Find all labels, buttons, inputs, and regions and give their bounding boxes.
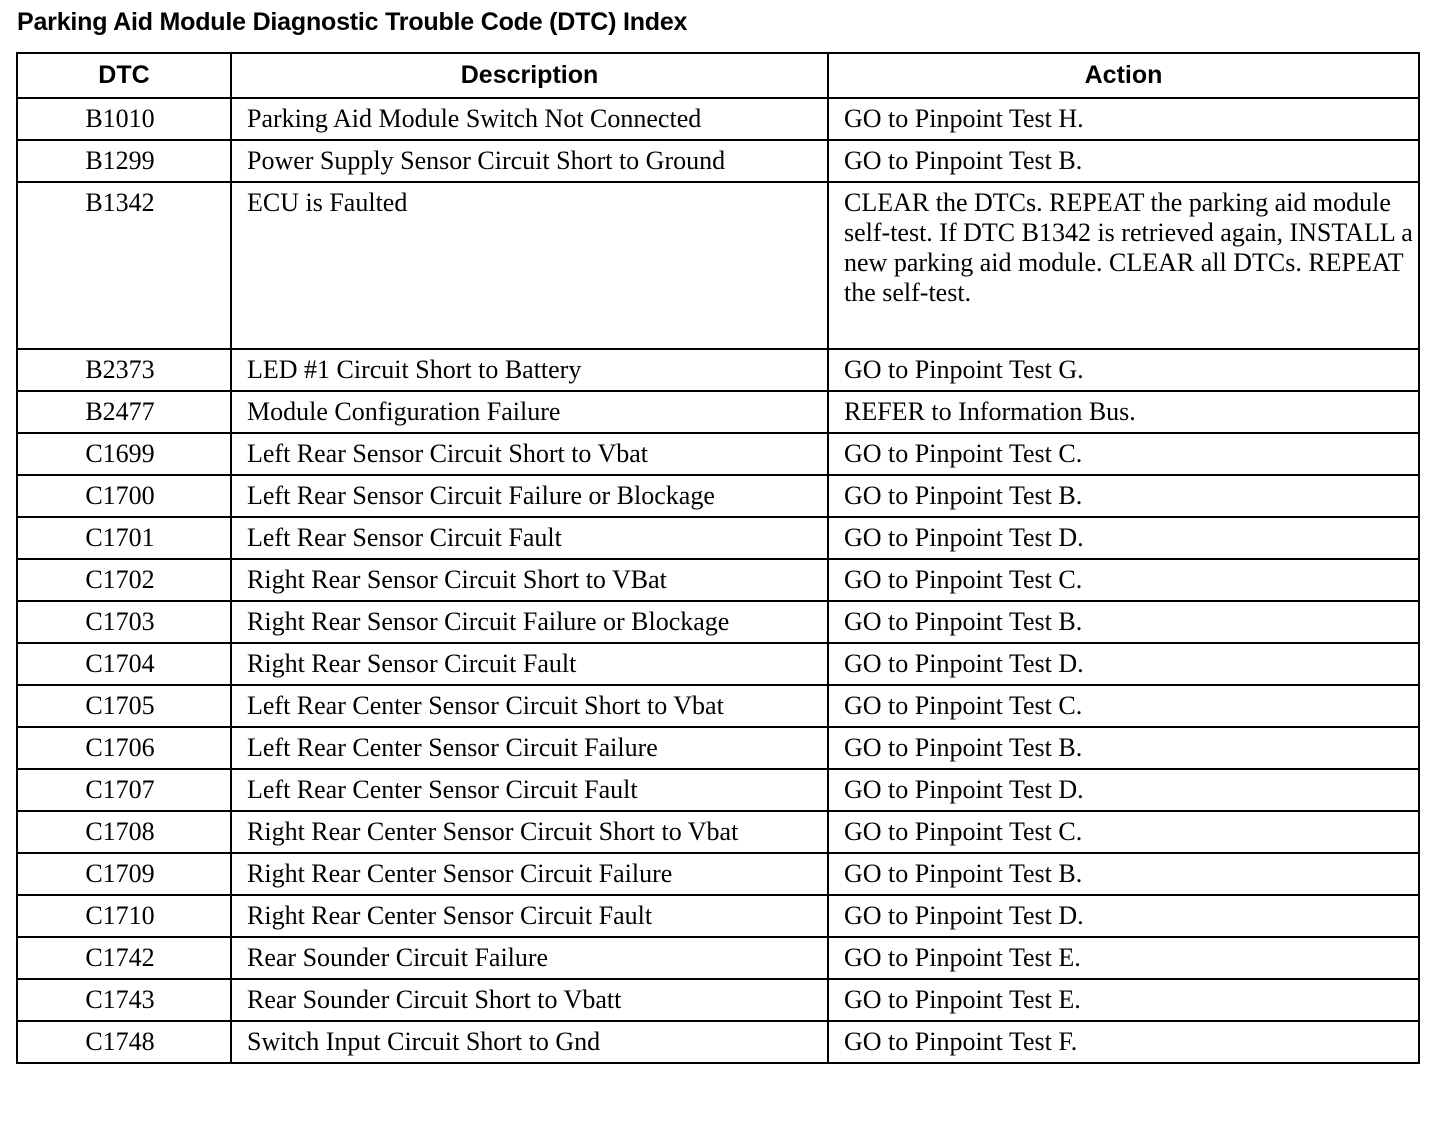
action-cell: GO to Pinpoint Test D.	[828, 517, 1419, 559]
table-row	[17, 559, 1419, 601]
table-row	[17, 895, 1419, 937]
description-cell: Left Rear Center Sensor Circuit Short to Vbat	[231, 685, 828, 727]
dtc-code-cell: B1342	[17, 182, 231, 349]
action-cell: CLEAR the DTCs. REPEAT the parking aid module self-test. If DTC B1342 is retrieved again, INSTALL a new parking aid module. CLEAR all DTCs. REPEAT the self-test.	[828, 182, 1419, 349]
action-cell: GO to Pinpoint Test F.	[828, 1021, 1419, 1063]
description-cell: Right Rear Sensor Circuit Fault	[231, 643, 828, 685]
action-cell: GO to Pinpoint Test B.	[828, 853, 1419, 895]
description-cell: Right Rear Sensor Circuit Failure or Blockage	[231, 601, 828, 643]
action-cell: GO to Pinpoint Test B.	[828, 475, 1419, 517]
dtc-index-table	[16, 52, 1420, 1064]
table-row	[17, 98, 1419, 140]
description-cell: Right Rear Center Sensor Circuit Failure	[231, 853, 828, 895]
column-header-action: Action	[828, 53, 1419, 98]
action-cell: GO to Pinpoint Test E.	[828, 937, 1419, 979]
description-cell: Rear Sounder Circuit Short to Vbatt	[231, 979, 828, 1021]
table-row	[17, 391, 1419, 433]
table-row	[17, 349, 1419, 391]
table-row	[17, 853, 1419, 895]
table-row	[17, 517, 1419, 559]
dtc-code-cell: C1700	[17, 475, 231, 517]
description-cell: ECU is Faulted	[231, 182, 828, 349]
description-cell: Switch Input Circuit Short to Gnd	[231, 1021, 828, 1063]
description-cell: Left Rear Sensor Circuit Fault	[231, 517, 828, 559]
table-row	[17, 601, 1419, 643]
dtc-code-cell: C1703	[17, 601, 231, 643]
description-cell: Module Configuration Failure	[231, 391, 828, 433]
description-cell: Right Rear Center Sensor Circuit Fault	[231, 895, 828, 937]
column-header-dtc: DTC	[17, 53, 231, 98]
table-row	[17, 433, 1419, 475]
dtc-code-cell: C1748	[17, 1021, 231, 1063]
table-row	[17, 979, 1419, 1021]
page-title: Parking Aid Module Diagnostic Trouble Code (DTC) Index	[17, 8, 688, 36]
action-cell: GO to Pinpoint Test G.	[828, 349, 1419, 391]
description-cell: Rear Sounder Circuit Failure	[231, 937, 828, 979]
table-row	[17, 140, 1419, 182]
table-row	[17, 475, 1419, 517]
dtc-code-cell: C1701	[17, 517, 231, 559]
table-row	[17, 685, 1419, 727]
description-cell: Left Rear Sensor Circuit Failure or Blockage	[231, 475, 828, 517]
table-row	[17, 182, 1419, 349]
action-cell: GO to Pinpoint Test C.	[828, 685, 1419, 727]
action-cell: GO to Pinpoint Test E.	[828, 979, 1419, 1021]
action-cell: GO to Pinpoint Test C.	[828, 559, 1419, 601]
dtc-code-cell: C1702	[17, 559, 231, 601]
column-header-description: Description	[231, 53, 828, 98]
dtc-code-cell: B2373	[17, 349, 231, 391]
table-header-row	[17, 53, 1419, 98]
description-cell: Power Supply Sensor Circuit Short to Ground	[231, 140, 828, 182]
description-cell: Left Rear Sensor Circuit Short to Vbat	[231, 433, 828, 475]
dtc-code-cell: C1708	[17, 811, 231, 853]
dtc-code-cell: B2477	[17, 391, 231, 433]
dtc-code-cell: C1709	[17, 853, 231, 895]
table-row	[17, 769, 1419, 811]
dtc-code-cell: C1706	[17, 727, 231, 769]
description-cell: Right Rear Sensor Circuit Short to VBat	[231, 559, 828, 601]
action-cell: GO to Pinpoint Test C.	[828, 811, 1419, 853]
action-cell: GO to Pinpoint Test B.	[828, 727, 1419, 769]
action-cell: GO to Pinpoint Test D.	[828, 769, 1419, 811]
dtc-code-cell: C1707	[17, 769, 231, 811]
action-cell: GO to Pinpoint Test D.	[828, 895, 1419, 937]
dtc-code-cell: C1705	[17, 685, 231, 727]
action-cell: GO to Pinpoint Test C.	[828, 433, 1419, 475]
dtc-code-cell: C1699	[17, 433, 231, 475]
dtc-code-cell: B1299	[17, 140, 231, 182]
table-row	[17, 937, 1419, 979]
description-cell: Left Rear Center Sensor Circuit Failure	[231, 727, 828, 769]
dtc-code-cell: C1743	[17, 979, 231, 1021]
action-cell: REFER to Information Bus.	[828, 391, 1419, 433]
description-cell: Right Rear Center Sensor Circuit Short to Vbat	[231, 811, 828, 853]
description-cell: LED #1 Circuit Short to Battery	[231, 349, 828, 391]
table-row	[17, 727, 1419, 769]
table-row	[17, 1021, 1419, 1063]
dtc-code-cell: C1704	[17, 643, 231, 685]
action-cell: GO to Pinpoint Test H.	[828, 98, 1419, 140]
description-cell: Left Rear Center Sensor Circuit Fault	[231, 769, 828, 811]
description-cell: Parking Aid Module Switch Not Connected	[231, 98, 828, 140]
table-row	[17, 811, 1419, 853]
dtc-code-cell: B1010	[17, 98, 231, 140]
dtc-code-cell: C1742	[17, 937, 231, 979]
action-cell: GO to Pinpoint Test D.	[828, 643, 1419, 685]
action-cell: GO to Pinpoint Test B.	[828, 601, 1419, 643]
action-cell: GO to Pinpoint Test B.	[828, 140, 1419, 182]
table-row	[17, 643, 1419, 685]
dtc-code-cell: C1710	[17, 895, 231, 937]
